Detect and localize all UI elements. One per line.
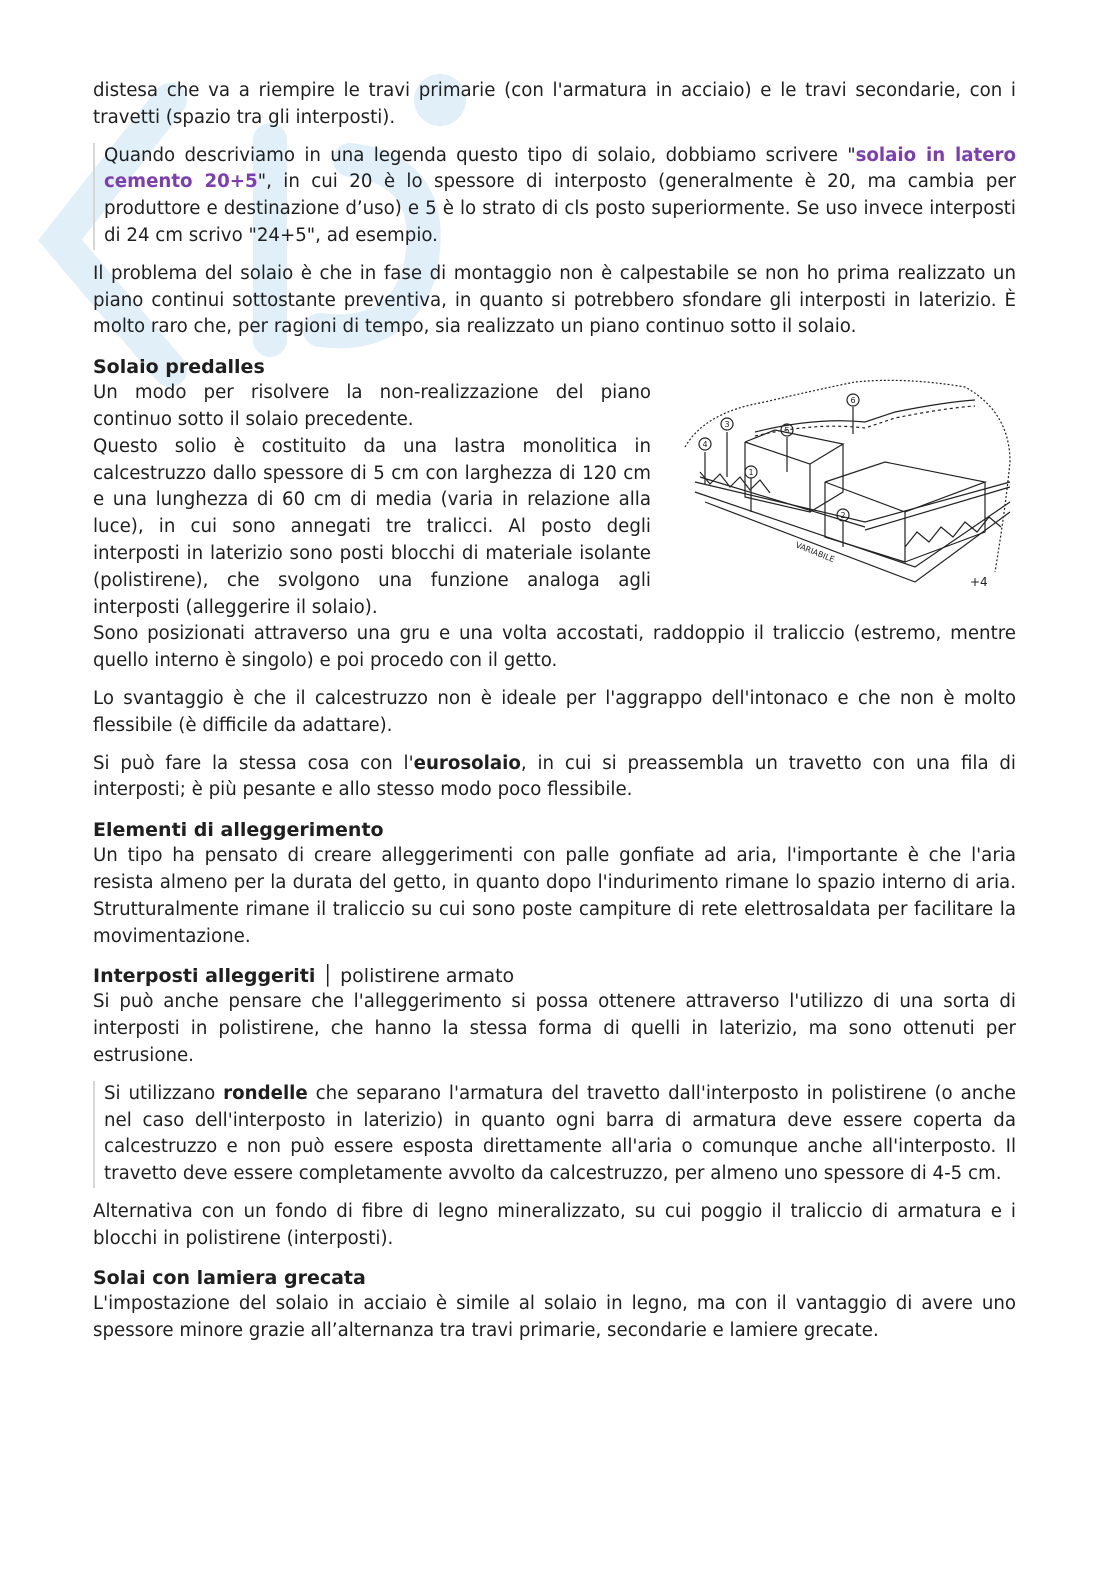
quote-rondelle: Si utilizzano rondelle che separano l'armatura del travetto dall'interposto in polistirene (o anche nel caso dell'interposto in laterizio) in quanto ogni barra di armatura deve essere coperta da calcestruzzo e non può essere esposta direttamente all'aria o comunque anche all'interposto. Il travetto deve essere completamente avvolto da calcestruzzo, per almeno uno spessore di 4-5 cm. xyxy=(93,1081,1016,1188)
figure-number-6: 6 xyxy=(850,396,856,406)
figure-label-variabile: VARIABILE xyxy=(794,540,836,565)
figure-number-2: 2 xyxy=(840,511,846,521)
heading-lamiera-grecata: Solai con lamiera grecata xyxy=(93,1267,366,1290)
paragraph-interposti: Si può anche pensare che l'alleggerimento si possa ottenere attraverso l'utilizzo di una sorta di interposti in polistirene, che hanno la stessa forma di quelli in laterizio, ma sono ottenuti per estrusione. xyxy=(93,991,1016,1066)
paragraph-eurosolaio: Si può fare la stessa cosa con l'eurosolaio, in cui si preassembla un travetto con una fila di interposti; è più pesante e allo stesso modo poco flessibile. xyxy=(93,752,1016,801)
predalles-section xyxy=(93,380,1016,621)
document-body xyxy=(93,78,1016,1345)
figure-number-1: 1 xyxy=(748,468,754,478)
paragraph-alleggerimento: Un tipo ha pensato di creare alleggerimenti con palle gonfiate ad aria, l'importante è che l'aria resista almeno per la durata del getto, in quanto dopo l'indurimento rimane lo spazio interno di aria. Strutturalmente rimane il traliccio su cui sono poste campiture di rete elettrosaldata per facilitare la movimentazione. xyxy=(93,845,1016,947)
paragraph-svantaggio: Lo svantaggio è che il calcestruzzo non è ideale per l'aggrappo dell'intonaco e che non è molto flessibile (è difficile da adattare). xyxy=(93,687,1016,736)
heading-interposti-alleggeriti: Interposti alleggeriti │ polistirene armato xyxy=(93,965,515,988)
paragraph-alternativa: Alternativa con un fondo di fibre di legno mineralizzato, su cui poggio il traliccio di armatura e i blocchi in polistirene (interposti). xyxy=(93,1200,1016,1249)
paragraph-problema: Il problema del solaio è che in fase di montaggio non è calpestabile se non ho prima realizzato un piano continui sottostante preventiva, in quanto si potrebbero sfondare gli interposti in laterizio. È molto raro che, per ragioni di tempo, sia realizzato un piano continuo sotto il solaio. xyxy=(93,262,1016,338)
figure-number-3: 3 xyxy=(724,420,730,430)
predalles-text-3: Sono posizionati attraverso una gru e una volta accostati, raddoppio il traliccio (estremo, mentre quello interno è singolo) e poi procedo con il getto. xyxy=(93,623,1016,672)
predalles-text-2: Questo solio è costituito da una lastra monolitica in calcestruzzo dallo spessore di 5 cm con larghezza di 120 cm e una lunghezza di 60 cm di media (varia in relazione alla luce), in cui sono annegati tre tralicci. Al posto degli interposti in laterizio sono posti blocchi di materiale isolante (polistirene), che svolgono una funzione analoga agli interposti (alleggerire il solaio). xyxy=(93,435,651,618)
quote-legenda: Quando descriviamo in una legenda questo tipo di solaio, dobbiamo scrivere "solaio in latero cemento 20+5", in cui 20 è lo spessore di interposto (generalmente è 20, ma cambia per produttore e destinazione d’uso) e 5 è lo strato di cls posto superiormente. Se uso invece interposti di 24 cm scrivo "24+5", ad esempio. xyxy=(93,143,1016,250)
figure-note: +4 xyxy=(970,575,988,590)
heading-solaio-predalles: Solaio predalles xyxy=(93,356,265,379)
paragraph-lamiera: L'impostazione del solaio in acciaio è simile al solaio in legno, ma con il vantaggio di avere uno spessore minore grazie all’alternanza tra travi primarie, secondarie e lamiere grecate. xyxy=(93,1293,1016,1342)
figure-number-5: 5 xyxy=(784,426,790,436)
paragraph-intro: distesa che va a riempire le travi primarie (con l'armatura in acciaio) e le travi secondarie, con i travetti (spazio tra gli interposti). xyxy=(93,80,1016,128)
figure-number-4: 4 xyxy=(702,440,708,450)
term-rondelle: rondelle xyxy=(223,1082,308,1104)
predalles-text-1: Un modo per risolvere la non-realizzazione del piano continuo sotto il solaio precedente. xyxy=(93,382,651,430)
heading-elementi-alleggerimento: Elementi di alleggerimento xyxy=(93,819,384,842)
highlight-solaio-latero: solaio in latero cemento 20+5 xyxy=(104,144,1016,193)
term-eurosolaio: eurosolaio xyxy=(413,752,521,774)
predalles-figure xyxy=(665,372,1016,594)
